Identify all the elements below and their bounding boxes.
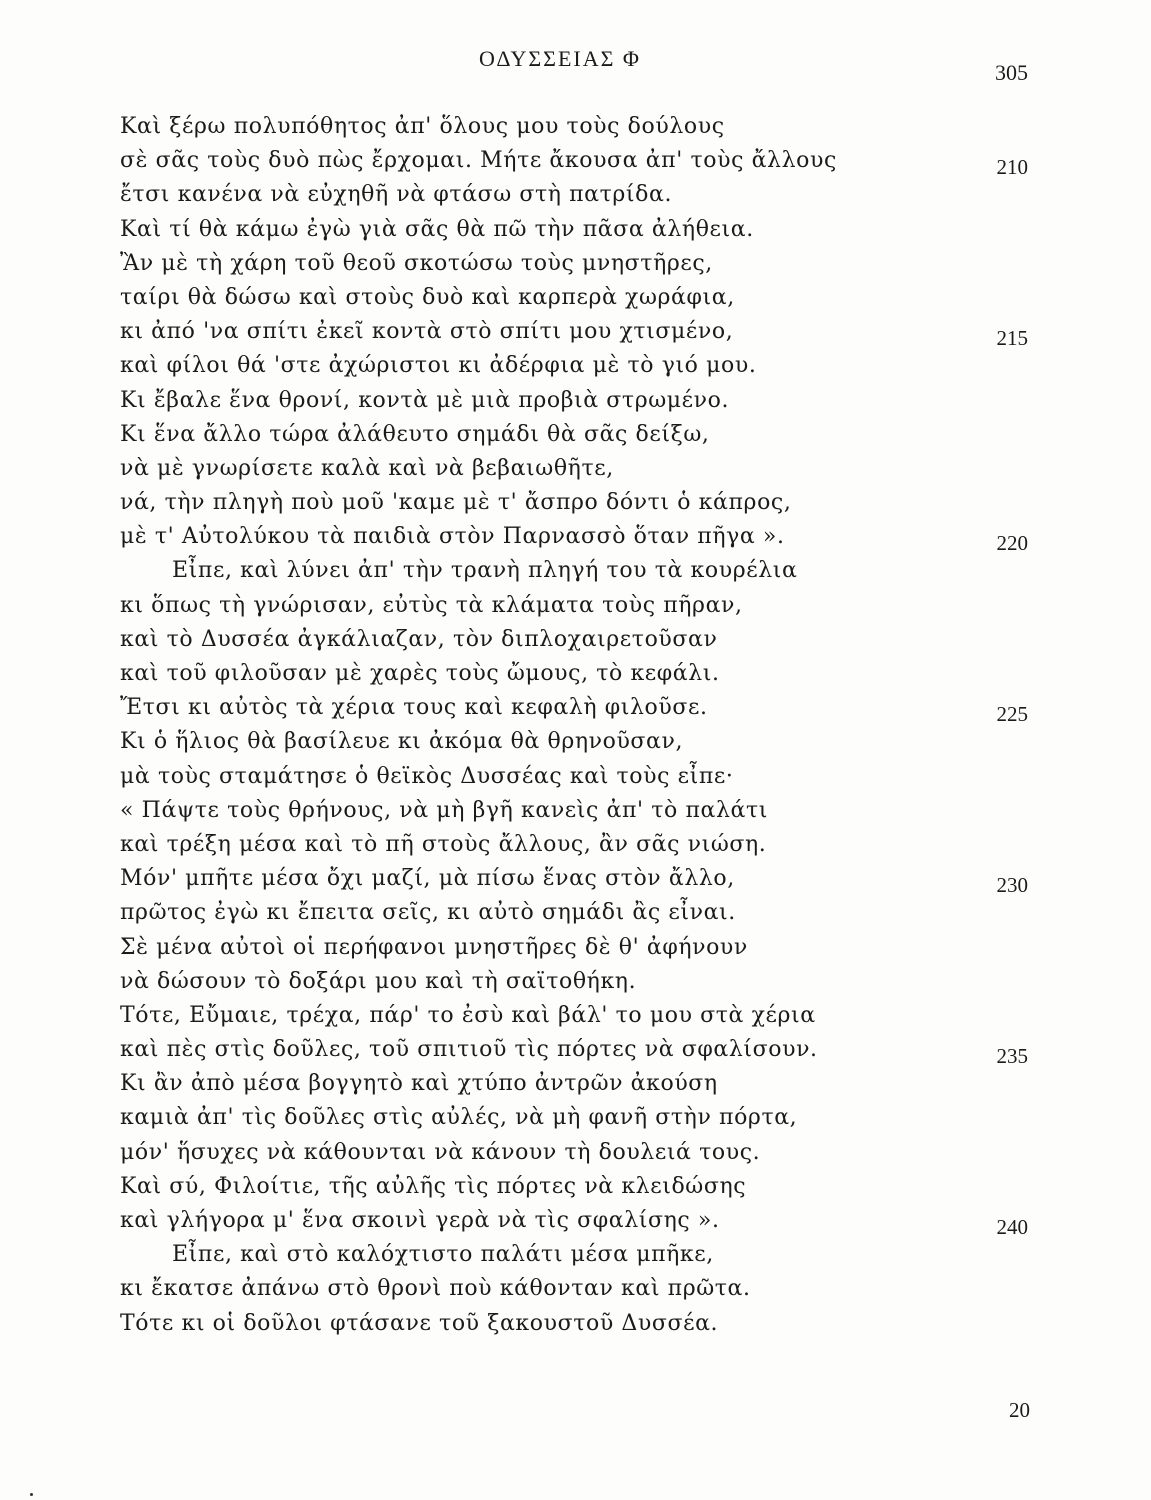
- verse-line: [120, 1067, 1020, 1101]
- verse-line: [120, 999, 1020, 1033]
- verse-text: Καὶ ξέρω πολυπόθητος ἀπ' ὅλους μου τοὺς δούλους: [120, 114, 725, 139]
- verse-line: [120, 384, 1020, 418]
- verse-line: [120, 452, 1020, 486]
- verse-line: [120, 281, 1020, 315]
- verse-line: [120, 862, 1028, 898]
- verse-line: [120, 486, 1020, 520]
- verse-line: [120, 589, 1020, 623]
- verse-line: [120, 213, 1020, 247]
- line-number: 240: [996, 1215, 1028, 1239]
- verse-line: [120, 1101, 1020, 1135]
- verse-text: καὶ τοῦ φιλοῦσαν μὲ χαρὲς τοὺς ὤμους, τὸ κεφάλι.: [120, 661, 720, 686]
- verse-line: [120, 1204, 1028, 1239]
- verse-text: Ἔτσι κι αὐτὸς τὰ χέρια τους καὶ κεφαλὴ φιλοῦσε.: [120, 695, 708, 721]
- verse-text: καμιὰ ἀπ' τὶς δοῦλες στὶς αὐλές, νὰ μὴ φανῆ στὴν πόρτα,: [120, 1105, 798, 1131]
- page-number: 305: [995, 60, 1028, 85]
- verse-text: Εἶπε, καὶ λύνει ἀπ' τὴν τρανὴ πληγή του τὰ κουρέλια: [172, 558, 798, 584]
- verse-line: [120, 965, 1020, 999]
- verse-line: [120, 349, 1020, 383]
- verse-line: [120, 828, 1020, 862]
- verse-text: σὲ σᾶς τοὺς δυὸ πὼς ἔρχομαι. Μήτε ἄκουσα ἀπ' τοὺς ἄλλους: [120, 148, 837, 174]
- verse-text: πρῶτος ἐγὼ κι ἔπειτα σεῖς, κι αὐτὸ σημάδι ἂς εἶναι.: [120, 900, 736, 926]
- line-number: 235: [996, 1044, 1028, 1069]
- verse-line: [120, 247, 1020, 281]
- verse-text: ταίρι θὰ δώσω καὶ στοὺς δυὸ καὶ καρπερὰ χωράφια,: [120, 284, 735, 310]
- verse-text: μὲ τ' Αὐτολύκου τὰ παιδιὰ στὸν Παρνασσὸ ὅταν πῆγα ».: [120, 524, 785, 550]
- verse-text: Τότε κι οἱ δοῦλοι φτάσανε τοῦ ξακουστοῦ Δυσσέα.: [120, 1310, 719, 1336]
- verse-line: [120, 794, 1020, 828]
- verse-text: « Πάψτε τοὺς θρήνους, νὰ μὴ βγῆ κανεὶς ἀπ' τὸ παλάτι: [120, 797, 769, 823]
- verse-text: Κι ἂν ἀπὸ μέσα βογγητὸ καὶ χτύπο ἀντρῶν ἀκούση: [120, 1071, 718, 1097]
- verse-text: Σὲ μένα αὐτοὶ οἱ περήφανοι μνηστῆρες δὲ θ' ἀφήνουν: [120, 934, 748, 960]
- verse-text: κι ἔκατσε ἀπάνω στὸ θρονὶ ποὺ κάθονταν καὶ πρῶτα.: [120, 1276, 751, 1302]
- verse-line: [120, 1272, 1020, 1306]
- verse-line: [120, 1170, 1020, 1204]
- verse-text: Κι ὁ ἥλιος θὰ βασίλευε κι ἀκόμα θὰ θρηνοῦσαν,: [120, 729, 684, 755]
- verse-line: [120, 931, 1020, 965]
- verse-line: [120, 110, 1020, 144]
- verse-text: μὰ τοὺς σταμάτησε ὁ θεϊκὸς Δυσσέας καὶ τοὺς εἶπε·: [120, 763, 734, 789]
- line-number: 210: [996, 155, 1028, 180]
- verse-text: καὶ φίλοι θά 'στε ἀχώριστοι κι ἀδέρφια μὲ τὸ γιό μου.: [120, 353, 757, 379]
- verse-line: [120, 315, 1028, 351]
- verse-text: νά, τὴν πληγὴ ποὺ μοῦ 'καμε μὲ τ' ἄσπρο δόντι ὁ κάπρος,: [120, 490, 792, 516]
- line-number: 215: [996, 326, 1028, 351]
- verse-line: [120, 1307, 1020, 1341]
- verse-text: καὶ τὸ Δυσσέα ἀγκάλιαζαν, τὸν διπλοχαιρετοῦσαν: [120, 626, 718, 652]
- verse-text: ἔτσι κανένα νὰ εὐχηθῆ νὰ φτάσω στὴ πατρίδα.: [120, 182, 673, 208]
- verse-line: [120, 554, 1020, 588]
- verse-line: [120, 178, 1020, 212]
- verse-text: Καὶ τί θὰ κάμω ἐγὼ γιὰ σᾶς θὰ πῶ τὴν πᾶσα ἀλήθεια.: [120, 216, 754, 242]
- verse-text: Καὶ σύ, Φιλοίτιε, τῆς αὐλῆς τὶς πόρτες νὰ κλειδώσης: [120, 1173, 747, 1199]
- line-number: 220: [996, 531, 1028, 556]
- verse-text: Τότε, Εὔμαιε, τρέχα, πάρ' το ἐσὺ καὶ βάλ' το μου στὰ χέρια: [120, 1002, 816, 1028]
- print-speck: [30, 1493, 33, 1496]
- verse-text: μόν' ἥσυχες νὰ κάθουνται νὰ κάνουν τὴ δουλειά τους.: [120, 1139, 761, 1165]
- verse-text: Εἶπε, καὶ στὸ καλόχτιστο παλάτι μέσα μπῆκε,: [172, 1242, 714, 1268]
- verse-text: κι ὅπως τὴ γνώρισαν, εὐτὺς τὰ κλάματα τοὺς πῆραν,: [120, 592, 743, 618]
- verse-line: [120, 1033, 1028, 1069]
- verse-text: καὶ πὲς στὶς δοῦλες, τοῦ σπιτιοῦ τὶς πόρτες νὰ σφαλίσουν.: [120, 1037, 818, 1063]
- verse-text: καὶ γλήγορα μ' ἕνα σκοινὶ γερὰ νὰ τὶς σφαλίσης ».: [120, 1208, 720, 1233]
- verse-line: [120, 896, 1020, 930]
- verse-line: [120, 144, 1028, 180]
- verse-line: [120, 657, 1020, 691]
- verse-line: [120, 520, 1028, 556]
- verse-text: κι ἀπό 'να σπίτι ἐκεῖ κοντὰ στὸ σπίτι μου χτισμένο,: [120, 319, 734, 345]
- verse-text: Μόν' μπῆτε μέσα ὄχι μαζί, μὰ πίσω ἕνας στὸν ἄλλο,: [120, 866, 735, 892]
- signature-mark: 20: [1009, 1398, 1030, 1422]
- verse-text: νὰ μὲ γνωρίσετε καλὰ καὶ νὰ βεβαιωθῆτε,: [120, 455, 614, 481]
- verse-text: καὶ τρέξη μέσα καὶ τὸ πῆ στοὺς ἄλλους, ἂν σᾶς νιώση.: [120, 831, 767, 857]
- verse-line: [120, 725, 1020, 759]
- verse-text: νὰ δώσουν τὸ δοξάρι μου καὶ τὴ σαϊτοθήκη.: [120, 968, 637, 994]
- line-number: 230: [996, 873, 1028, 898]
- verse-line: [120, 418, 1020, 452]
- line-number: 225: [996, 702, 1028, 727]
- verse-text: Κι ἔβαλε ἕνα θρονί, κοντὰ μὲ μιὰ προβιὰ στρωμένο.: [120, 387, 730, 413]
- verse-line: [120, 623, 1020, 657]
- verse-line: [120, 760, 1020, 794]
- verse-text: Ἂν μὲ τὴ χάρη τοῦ θεοῦ σκοτώσω τοὺς μνηστῆρες,: [120, 250, 713, 276]
- verse-text: Κι ἕνα ἄλλο τώρα ἀλάθευτο σημάδι θὰ σᾶς δείξω,: [120, 421, 710, 447]
- verse-line: [120, 1136, 1020, 1170]
- verse-line: [120, 691, 1028, 727]
- verse-line: [120, 1238, 1020, 1272]
- poem-text-block: [120, 110, 1028, 1341]
- running-title: ΟΔΥΣΣΕΙΑΣ Φ: [479, 46, 641, 71]
